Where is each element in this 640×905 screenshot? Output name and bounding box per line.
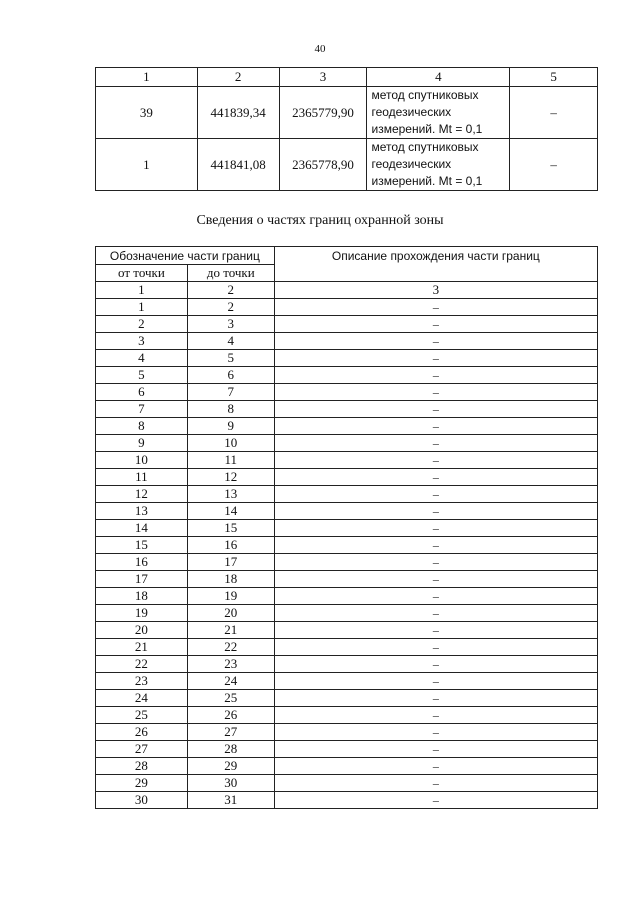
part-description: – bbox=[274, 690, 597, 707]
note: – bbox=[510, 87, 598, 139]
from-point: 18 bbox=[96, 588, 188, 605]
from-point: 5 bbox=[96, 367, 188, 384]
table-row bbox=[96, 333, 598, 350]
column-number: 3 bbox=[274, 282, 597, 299]
table-row bbox=[96, 537, 598, 554]
table-row bbox=[96, 418, 598, 435]
table-row bbox=[96, 639, 598, 656]
method-line: метод спутниковых bbox=[371, 88, 479, 102]
method-line: геодезических bbox=[371, 105, 452, 119]
method-description bbox=[367, 87, 510, 139]
from-point: 17 bbox=[96, 571, 188, 588]
method-line: метод спутниковых bbox=[371, 140, 479, 154]
table-row bbox=[96, 775, 598, 792]
to-point: 2 bbox=[187, 299, 274, 316]
column-number: 2 bbox=[197, 68, 279, 87]
table-row bbox=[96, 673, 598, 690]
column-numbers-row bbox=[96, 282, 598, 299]
table-row bbox=[96, 520, 598, 537]
to-point: 31 bbox=[187, 792, 274, 809]
table-row bbox=[96, 571, 598, 588]
boundary-parts-table bbox=[95, 246, 598, 809]
from-point: 24 bbox=[96, 690, 188, 707]
table-row bbox=[96, 792, 598, 809]
column-number: 4 bbox=[367, 68, 510, 87]
from-point: 2 bbox=[96, 316, 188, 333]
to-point: 26 bbox=[187, 707, 274, 724]
from-point: 21 bbox=[96, 639, 188, 656]
table-row bbox=[96, 435, 598, 452]
part-description: – bbox=[274, 554, 597, 571]
coordinate-x: 441841,08 bbox=[197, 139, 279, 191]
to-point: 15 bbox=[187, 520, 274, 537]
table-row bbox=[96, 605, 598, 622]
coordinates-row bbox=[96, 87, 598, 139]
from-point: 29 bbox=[96, 775, 188, 792]
part-description: – bbox=[274, 333, 597, 350]
column-number: 5 bbox=[510, 68, 598, 87]
table-row bbox=[96, 401, 598, 418]
from-point: 12 bbox=[96, 486, 188, 503]
part-description: – bbox=[274, 418, 597, 435]
to-point: 23 bbox=[187, 656, 274, 673]
method-line: измерений. Mt = 0,1 bbox=[371, 122, 483, 136]
coordinate-y: 2365779,90 bbox=[279, 87, 367, 139]
table-row bbox=[96, 554, 598, 571]
to-point: 20 bbox=[187, 605, 274, 622]
from-point: 20 bbox=[96, 622, 188, 639]
from-point: 1 bbox=[96, 299, 188, 316]
from-point: 16 bbox=[96, 554, 188, 571]
to-point-header: до точки bbox=[187, 265, 274, 282]
part-description: – bbox=[274, 707, 597, 724]
table-row bbox=[96, 656, 598, 673]
part-description: – bbox=[274, 673, 597, 690]
from-point: 19 bbox=[96, 605, 188, 622]
from-point: 9 bbox=[96, 435, 188, 452]
to-point: 10 bbox=[187, 435, 274, 452]
to-point: 7 bbox=[187, 384, 274, 401]
column-number: 2 bbox=[187, 282, 274, 299]
method-description bbox=[367, 139, 510, 191]
to-point: 25 bbox=[187, 690, 274, 707]
column-number: 1 bbox=[96, 68, 198, 87]
to-point: 12 bbox=[187, 469, 274, 486]
table-row bbox=[96, 588, 598, 605]
table-row bbox=[96, 384, 598, 401]
coordinates-table bbox=[95, 67, 598, 191]
from-point: 28 bbox=[96, 758, 188, 775]
coordinate-x: 441839,34 bbox=[197, 87, 279, 139]
to-point: 19 bbox=[187, 588, 274, 605]
table-row bbox=[96, 707, 598, 724]
part-description: – bbox=[274, 299, 597, 316]
to-point: 27 bbox=[187, 724, 274, 741]
part-description: – bbox=[274, 724, 597, 741]
part-description: – bbox=[274, 452, 597, 469]
part-description: – bbox=[274, 520, 597, 537]
from-point: 30 bbox=[96, 792, 188, 809]
page-number: 40 bbox=[314, 43, 326, 55]
designation-header: Обозначение части границ bbox=[96, 247, 275, 265]
coordinate-y: 2365778,90 bbox=[279, 139, 367, 191]
to-point: 22 bbox=[187, 639, 274, 656]
to-point: 14 bbox=[187, 503, 274, 520]
part-description: – bbox=[274, 792, 597, 809]
from-point: 8 bbox=[96, 418, 188, 435]
part-description: – bbox=[274, 639, 597, 656]
table-row bbox=[96, 367, 598, 384]
to-point: 17 bbox=[187, 554, 274, 571]
part-description: – bbox=[274, 316, 597, 333]
part-description: – bbox=[274, 588, 597, 605]
part-description: – bbox=[274, 775, 597, 792]
to-point: 5 bbox=[187, 350, 274, 367]
to-point: 9 bbox=[187, 418, 274, 435]
part-description: – bbox=[274, 503, 597, 520]
method-line: геодезических bbox=[371, 157, 452, 171]
description-header: Описание прохождения части границ bbox=[274, 247, 597, 282]
to-point: 21 bbox=[187, 622, 274, 639]
to-point: 16 bbox=[187, 537, 274, 554]
to-point: 13 bbox=[187, 486, 274, 503]
part-description: – bbox=[274, 656, 597, 673]
column-number: 3 bbox=[279, 68, 367, 87]
table-row bbox=[96, 452, 598, 469]
from-point: 27 bbox=[96, 741, 188, 758]
from-point: 26 bbox=[96, 724, 188, 741]
from-point: 25 bbox=[96, 707, 188, 724]
to-point: 8 bbox=[187, 401, 274, 418]
table-row bbox=[96, 758, 598, 775]
table-row bbox=[96, 690, 598, 707]
method-line: измерений. Mt = 0,1 bbox=[371, 174, 483, 188]
to-point: 4 bbox=[187, 333, 274, 350]
to-point: 11 bbox=[187, 452, 274, 469]
part-description: – bbox=[274, 605, 597, 622]
from-point: 4 bbox=[96, 350, 188, 367]
parts-header-row bbox=[96, 247, 598, 265]
table-row bbox=[96, 486, 598, 503]
part-description: – bbox=[274, 537, 597, 554]
part-description: – bbox=[274, 622, 597, 639]
from-point: 11 bbox=[96, 469, 188, 486]
from-point: 23 bbox=[96, 673, 188, 690]
table-row bbox=[96, 469, 598, 486]
coordinates-row bbox=[96, 139, 598, 191]
column-number: 1 bbox=[96, 282, 188, 299]
to-point: 28 bbox=[187, 741, 274, 758]
part-description: – bbox=[274, 571, 597, 588]
from-point: 14 bbox=[96, 520, 188, 537]
coordinates-header-row bbox=[96, 68, 598, 87]
from-point: 3 bbox=[96, 333, 188, 350]
part-description: – bbox=[274, 401, 597, 418]
part-description: – bbox=[274, 350, 597, 367]
table-row bbox=[96, 622, 598, 639]
table-row bbox=[96, 724, 598, 741]
part-description: – bbox=[274, 469, 597, 486]
part-description: – bbox=[274, 486, 597, 503]
table-row bbox=[96, 299, 598, 316]
from-point: 13 bbox=[96, 503, 188, 520]
to-point: 3 bbox=[187, 316, 274, 333]
from-point: 6 bbox=[96, 384, 188, 401]
table-row bbox=[96, 350, 598, 367]
from-point-header: от точки bbox=[96, 265, 188, 282]
from-point: 22 bbox=[96, 656, 188, 673]
part-description: – bbox=[274, 758, 597, 775]
table-row bbox=[96, 741, 598, 758]
part-description: – bbox=[274, 367, 597, 384]
from-point: 15 bbox=[96, 537, 188, 554]
table-row bbox=[96, 503, 598, 520]
part-description: – bbox=[274, 384, 597, 401]
to-point: 30 bbox=[187, 775, 274, 792]
from-point: 10 bbox=[96, 452, 188, 469]
point-number: 1 bbox=[96, 139, 198, 191]
point-number: 39 bbox=[96, 87, 198, 139]
note: – bbox=[510, 139, 598, 191]
to-point: 18 bbox=[187, 571, 274, 588]
to-point: 24 bbox=[187, 673, 274, 690]
to-point: 29 bbox=[187, 758, 274, 775]
parts-table-body bbox=[96, 299, 598, 809]
part-description: – bbox=[274, 741, 597, 758]
table-row bbox=[96, 316, 598, 333]
part-description: – bbox=[274, 435, 597, 452]
from-point: 7 bbox=[96, 401, 188, 418]
section-title: Сведения о частях границ охранной зоны bbox=[196, 213, 444, 228]
to-point: 6 bbox=[187, 367, 274, 384]
